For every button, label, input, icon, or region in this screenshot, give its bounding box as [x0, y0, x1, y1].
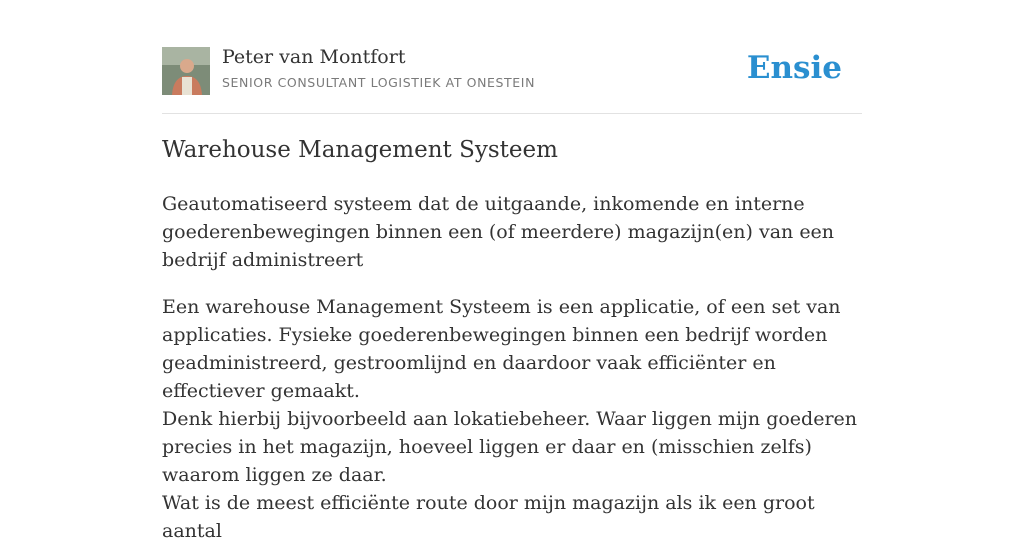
article-definition: Geautomatiseerd systeem dat de uitgaande, inkomende en interne goederenbewegingen binnen een (of meerdere) magazijn(en) van een bedrijf administreert [162, 193, 835, 271]
author-name[interactable]: Peter van Montfort [222, 46, 406, 68]
ensie-logo[interactable]: Ensie [746, 50, 842, 86]
author-title: SENIOR CONSULTANT LOGISTIEK AT ONESTEIN [222, 75, 536, 90]
article-body [162, 293, 862, 545]
avatar[interactable] [162, 47, 210, 95]
paragraph: Wat is de meest efficiënte route door mijn magazijn als ik een groot aantal [162, 492, 815, 542]
article-title: Warehouse Management Systeem [162, 137, 558, 163]
paragraph: Denk hierbij bijvoorbeeld aan lokatiebeheer. Waar liggen mijn goederen precies in het magazijn, hoeveel liggen er daar en (misschien zelfs) waarom liggen ze daar. [162, 408, 858, 486]
author-header [162, 0, 862, 114]
page-container [162, 0, 862, 542]
paragraph: Een warehouse Management Systeem is een applicatie, of een set van applicaties. Fysieke goederenbewegingen binnen een bedrijf worden geadministreerd, gestroomlijnd en daardoor vaak efficiënter en effectiever gemaakt. [162, 296, 841, 402]
avatar-photo-icon [162, 47, 210, 95]
